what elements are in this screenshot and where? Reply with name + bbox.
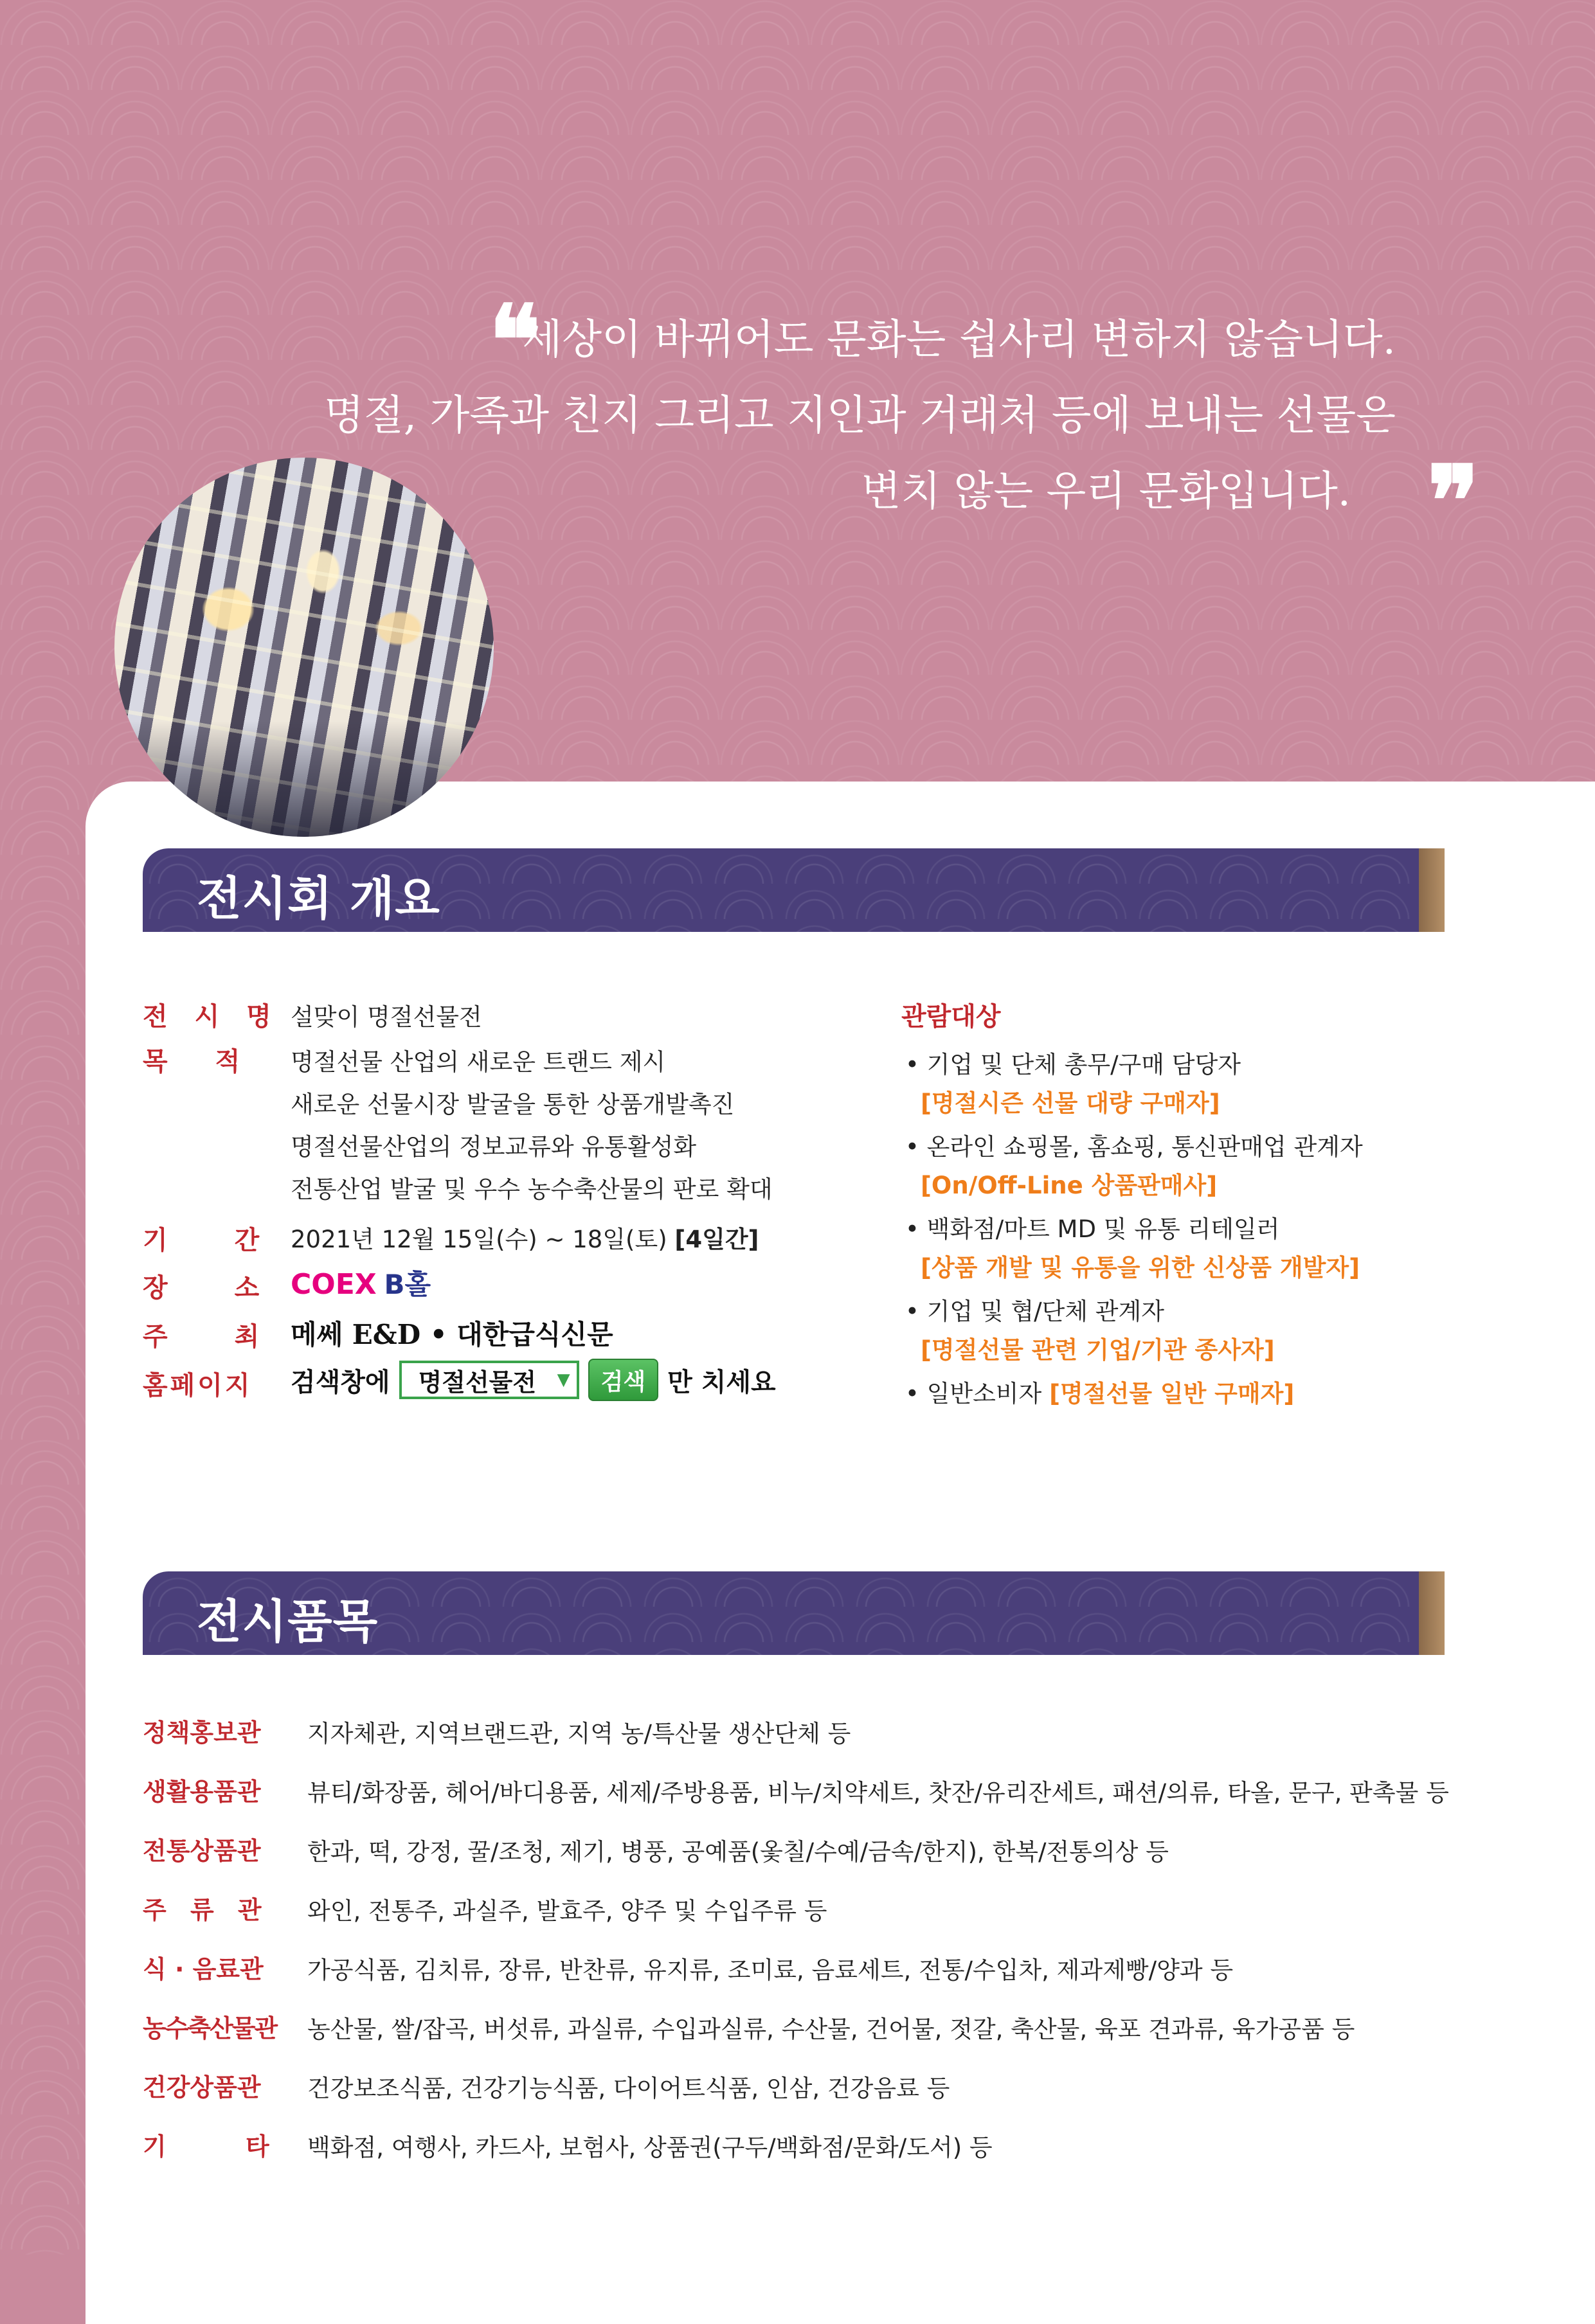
period-value: 2021년 12월 15일(수) ~ 18일(토) (291, 1226, 667, 1253)
category-value: 건강보조식품, 건강기능식품, 다이어트식품, 인삼, 건강음료 등 (307, 2075, 950, 2102)
photo-floor (114, 721, 494, 837)
purpose-line-4: 전통산업 발굴 및 우수 농수축산물의 판로 확대 (291, 1175, 773, 1203)
audience-item-3: • 백화점/마트 MD 및 유통 리테일러 (905, 1215, 1280, 1243)
audience-sub-3: [상품 개발 및 유통을 위한 신상품 개발자] (921, 1254, 1360, 1282)
close-quote-icon: ❞ (1427, 445, 1479, 558)
period-row (291, 1220, 759, 1255)
purpose-line-1: 명절선물 산업의 새로운 트랜드 제시 (291, 1048, 666, 1076)
overview-title: 전시회 개요 (197, 872, 440, 925)
items-title: 전시품목 (197, 1595, 379, 1649)
purpose-label: 목 적 (143, 1047, 240, 1077)
category-value: 가공식품, 김치류, 장류, 반찬류, 유지류, 조미료, 음료세트, 전통/수입차, 제과제빵/양과 등 (307, 1956, 1234, 1984)
host-label: 주 최 (143, 1322, 260, 1352)
homepage-search-hint (291, 1359, 776, 1401)
quote-line-1: 세상이 바뀌어도 문화는 쉽사리 변하지 않습니다. (522, 316, 1396, 364)
category-value: 한과, 떡, 강정, 꿀/조청, 제기, 병풍, 공예품(옻칠/수예/금속/한지), 한복/전통의상 등 (307, 1838, 1169, 1866)
audience-item-2: • 온라인 쇼핑몰, 홈쇼핑, 통신판매업 관계자 (905, 1133, 1363, 1161)
overview-section-bar (143, 848, 1445, 932)
open-quote-icon: ❝ (489, 284, 541, 397)
homepage-label: 홈페이지 (143, 1371, 253, 1400)
category-label: 전통상품관 (143, 1837, 261, 1865)
audience-title: 관람대상 (901, 1002, 1001, 1032)
quote-line-3: 변치 않는 우리 문화입니다. (861, 468, 1351, 515)
category-label: 정책홍보관 (143, 1719, 261, 1747)
category-value: 와인, 전통주, 과실주, 발효주, 양주 및 수입주류 등 (307, 1897, 827, 1925)
audience-item-1: • 기업 및 단체 총무/구매 담당자 (905, 1051, 1241, 1078)
period-label: 기 간 (143, 1226, 260, 1255)
period-days: [4일간] (674, 1226, 759, 1253)
audience-sub-4: [명절선물 관련 기업/기관 종사자] (921, 1336, 1275, 1364)
host-value: 메쎄 E&D • 대한급식신문 (291, 1319, 613, 1350)
audience-sub-5: [명절선물 일반 구매자] (1049, 1380, 1295, 1408)
search-prefix: 검색창에 (291, 1367, 390, 1397)
audience-sub-2: [On/Off-Line 상품판매사] (921, 1172, 1218, 1199)
search-term: 명절선물전 (418, 1368, 537, 1397)
category-label: 농수축산물관 (143, 2014, 277, 2042)
search-input[interactable] (399, 1361, 579, 1399)
audience-item-5-text: • 일반소비자 (905, 1380, 1042, 1408)
category-value: 뷰티/화장품, 헤어/바디용품, 세제/주방용품, 비누/치약세트, 찻잔/유리잔세트, 패션/의류, 타올, 문구, 판촉물 등 (307, 1779, 1449, 1807)
bar-end-accent (1419, 1571, 1445, 1655)
category-label: 건강상품관 (143, 2073, 261, 2102)
category-value: 지자체관, 지역브랜드관, 지역 농/특산물 생산단체 등 (307, 1720, 851, 1747)
category-value: 농산물, 쌀/잡곡, 버섯류, 과실류, 수입과실류, 수산물, 건어물, 젓갈, 축산물, 육포 견과류, 육가공품 등 (307, 2016, 1355, 2043)
quote-line-2: 명절, 가족과 친지 그리고 지인과 거래처 등에 보내는 선물은 (324, 392, 1396, 440)
purpose-line-2: 새로운 선물시장 발굴을 통한 상품개발촉진 (291, 1091, 735, 1118)
items-section-bar (143, 1571, 1445, 1655)
bar-end-accent (1419, 848, 1445, 932)
exhibition-hall-photo (114, 458, 494, 837)
purpose-line-3: 명절선물산업의 정보교류와 유통활성화 (291, 1133, 697, 1161)
audience-item-5 (905, 1374, 1294, 1409)
search-suffix: 만 치세요 (667, 1367, 776, 1397)
chevron-down-icon: ▼ (557, 1370, 570, 1390)
name-value: 설맞이 명절선물전 (291, 1003, 482, 1031)
audience-item-4: • 기업 및 협/단체 관계자 (905, 1298, 1165, 1325)
venue-label: 장 소 (143, 1273, 260, 1303)
category-value: 백화점, 여행사, 카드사, 보험사, 상품권(구두/백화점/문화/도서) 등 (307, 2134, 993, 2161)
category-label: 생활용품관 (143, 1778, 261, 1806)
audience-sub-1: [명절시즌 선물 대량 구매자] (921, 1089, 1220, 1117)
venue-coex: COEX (291, 1268, 377, 1301)
venue-row (291, 1264, 431, 1302)
name-label: 전 시 명 (143, 1002, 280, 1032)
search-button[interactable]: 검색 (588, 1359, 659, 1401)
category-label: 주 류 관 (143, 1896, 262, 1924)
category-label: 기 타 (143, 2132, 269, 2161)
host-row (291, 1314, 613, 1352)
category-label: 식 · 음료관 (143, 1955, 264, 1983)
venue-hall: B홀 (384, 1269, 431, 1300)
